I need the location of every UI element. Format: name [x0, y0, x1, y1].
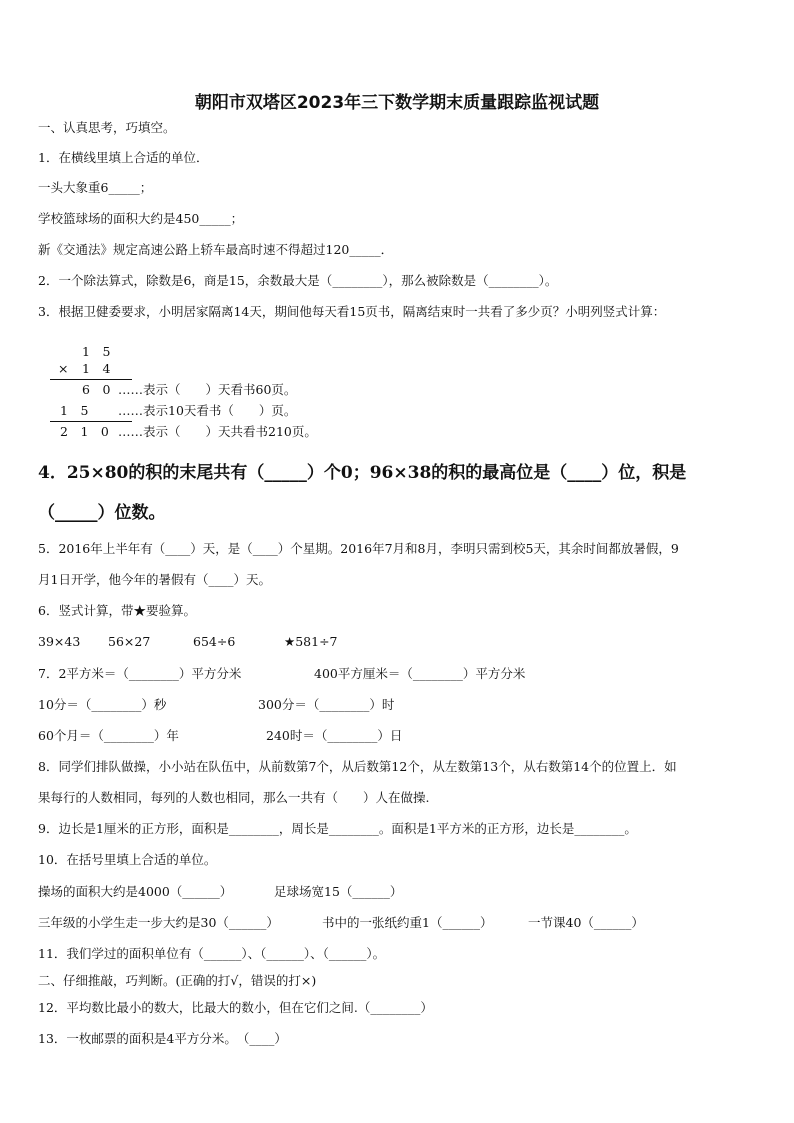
question-8-line-1: 8．同学们排队做操，小小站在队伍中，从前数第7个，从后数第12个，从左数第13个，从右数第14个的位置上．如: [38, 759, 677, 774]
question-13: 13．一枚邮票的面积是4平方分米。 （____）: [38, 1031, 287, 1046]
calc-row-4: 1 5: [60, 403, 89, 418]
question-2: 2．一个除法算式，除数是6，商是15，余数最大是（________），那么被除数是（________）。: [38, 273, 558, 288]
question-5-line-2: 月1日开学，他今年的暑假有（____）天。: [38, 572, 271, 587]
calc-row-2: 1 4: [82, 361, 111, 376]
question-10b-2: 书中的一张纸约重1（______）: [322, 915, 493, 930]
calc-rule-2: [50, 421, 132, 422]
calc-row-3-note: ……表示（ ）天看书60页。: [118, 382, 297, 397]
question-12: 12．平均数比最小的数大，比最大的数小，但在它们之间.（________）: [38, 1000, 433, 1015]
section-1-heading: 一、认真思考，巧填空。: [38, 120, 176, 135]
calc-row-5-note: ……表示（ ）天共看书210页。: [118, 424, 317, 439]
question-7c-right: 240时＝（________）日: [266, 728, 403, 743]
q6-item-1: 39×43: [38, 634, 81, 649]
q6-item-3: 654÷6: [193, 634, 236, 649]
question-4-line-2: （_____）位数。: [38, 503, 166, 523]
question-4-line-1: 4．25×80的积的末尾共有（_____）个0；96×38的积的最高位是（____）位，积是: [38, 463, 687, 483]
calc-row-3: 6 0: [82, 382, 111, 397]
q6-item-2: 56×27: [108, 634, 151, 649]
calc-row-4-note: ……表示10天看书（ ）页。: [118, 403, 297, 418]
question-1: 1．在横线里填上合适的单位．: [38, 150, 209, 165]
calc-rule-1: [50, 379, 132, 380]
question-10b-3: 一节课40（______）: [528, 915, 644, 930]
section-2-heading: 二、仔细推敲，巧判断。(正确的打√，错误的打×): [38, 973, 317, 988]
times-sign: ×: [58, 361, 69, 376]
question-7a-left: 7．2平方米＝（________）平方分米: [38, 666, 242, 681]
question-6: 6．竖式计算，带★要验算。: [38, 603, 196, 618]
calc-row-5: 2 1 0: [60, 424, 109, 439]
question-1b: 学校篮球场的面积大约是450_____；: [38, 211, 244, 226]
question-5-line-1: 5．2016年上半年有（____）天，是（____）个星期。2016年7月和8月，李明只需到校5天，其余时间都放暑假，9: [38, 541, 679, 556]
question-10: 10．在括号里填上合适的单位。: [38, 852, 217, 867]
question-1c: 新《交通法》规定高速公路上轿车最高时速不得超过120_____．: [38, 242, 394, 257]
calc-row-1: 1 5: [82, 344, 111, 359]
q6-item-4: ★581÷7: [284, 634, 338, 649]
page-title: 朝阳市双塔区2023年三下数学期末质量跟踪监视试题: [194, 93, 600, 113]
question-10a-right: 足球场宽15（______）: [274, 884, 403, 899]
question-7b-left: 10分＝（________）秒: [38, 697, 167, 712]
question-11: 11．我们学过的面积单位有（______）、（______）、（______）。: [38, 946, 386, 961]
question-1a: 一头大象重6_____；: [38, 180, 153, 195]
question-7b-right: 300分＝（________）时: [258, 697, 395, 712]
question-10b-1: 三年级的小学生走一步大约是30（______）: [38, 915, 279, 930]
question-8-line-2: 果每行的人数相同，每列的人数也相同，那么一共有（ ）人在做操.: [38, 790, 430, 805]
question-9: 9．边长是1厘米的正方形，面积是________，周长是________。面积是1平方米的正方形，边长是________。: [38, 821, 637, 836]
question-7a-right: 400平方厘米＝（________）平方分米: [314, 666, 526, 681]
question-7c-left: 60个月＝（________）年: [38, 728, 179, 743]
question-10a-left: 操场的面积大约是4000（______）: [38, 884, 233, 899]
question-3: 3．根据卫健委要求，小明居家隔离14天，期间他每天看15页书，隔离结束时一共看了多少页？小明列竖式计算：: [38, 304, 666, 319]
